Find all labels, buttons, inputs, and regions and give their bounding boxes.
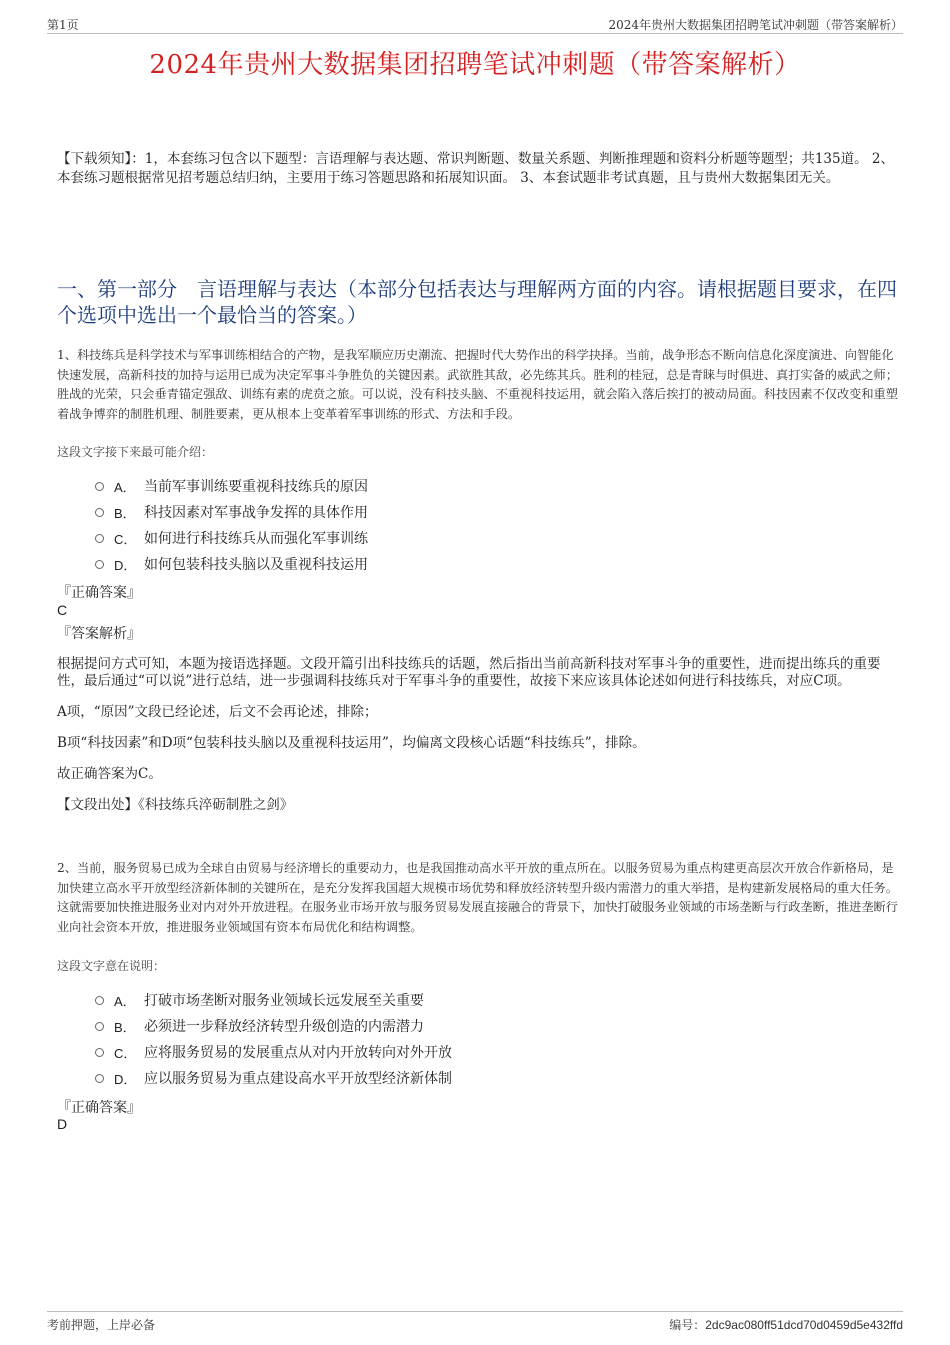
- page-footer: [47, 1311, 903, 1332]
- download-notice: 【下载须知】：1，本套练习包含以下题型：言语理解与表达题、常识判断题、数量关系题、判断推理题和资料分析题等题型；共135道。 2、本套练习题根据常见招考题总结归纳，主要用于练习答题思路和拓展知识面。 3、本套试题非考试真题，且与贵州大数据集团无关。: [57, 151, 894, 186]
- option-text: 应以服务贸易为重点建设高水平开放型经济新体制: [144, 1071, 452, 1087]
- option-letter: D．: [114, 1071, 137, 1087]
- question-1-answer-label: 『正确答案』: [57, 585, 141, 601]
- page-header: [47, 15, 903, 34]
- question-2-answer-label: 『正确答案』: [57, 1100, 141, 1116]
- radio-icon[interactable]: [95, 534, 104, 543]
- radio-icon[interactable]: [95, 560, 104, 569]
- question-1-answer: C: [57, 602, 68, 618]
- page-number: 第1页: [47, 18, 79, 32]
- question-2-option-b[interactable]: [95, 1013, 452, 1039]
- header-doc-title: 2024年贵州大数据集团招聘笔试冲刺题（带答案解析）: [608, 18, 903, 32]
- question-1-prompt: 这段文字接下来最可能介绍：: [57, 445, 214, 459]
- analysis-paragraph: 故正确答案为C。: [57, 766, 162, 782]
- question-1-analysis-label: 『答案解析』: [57, 626, 141, 642]
- option-text: 如何进行科技练兵从而强化军事训练: [144, 531, 368, 547]
- option-letter: B．: [114, 505, 136, 521]
- analysis-paragraph: 根据提问方式可知，本题为接语选择题。文段开篇引出科技练兵的话题，然后指出当前高新科技对军事斗争的重要性，进而提出练兵的重要性，最后通过“可以说”进行总结，进一步强调科技练兵对于军事斗争的重要性，故接下来应该具体论述如何进行科技练兵，对应C项。: [57, 656, 881, 689]
- option-text: 当前军事训练要重视科技练兵的原因: [144, 479, 368, 495]
- question-2-option-c[interactable]: [95, 1039, 452, 1065]
- option-letter: A．: [114, 993, 136, 1009]
- analysis-source: 【文段出处】《科技练兵淬砺制胜之剑》: [57, 797, 294, 813]
- question-2-prompt: 这段文字意在说明：: [57, 959, 166, 973]
- radio-icon[interactable]: [95, 996, 104, 1005]
- analysis-paragraph: A项，“原因”文段已经论述，后文不会再论述，排除；: [57, 704, 378, 720]
- radio-icon[interactable]: [95, 1048, 104, 1057]
- question-1-text: 1、科技练兵是科学技术与军事训练相结合的产物，是我军顺应历史潮流、把握时代大势作出的科学抉择。当前，战争形态不断向信息化深度演进、向智能化快速发展，高新科技的加持与运用已成为决定军事斗争胜负的关键因素。武欲胜其敌，必先练其兵。胜利的桂冠，总是青睐与时俱进、真打实备的威武之师；胜战的光荣，只会垂青锚定强敌、训练有素的虎贲之旅。可以说，没有科技头脑、不重视科技运用，就会陷入落后挨打的被动局面。科技因素不仅改变和重塑着战争博弈的制胜机理、制胜要素，更从根本上变革着军事训练的形式、方法和手段。: [57, 348, 898, 421]
- option-text: 打破市场垄断对服务业领域长远发展至关重要: [144, 993, 424, 1009]
- option-letter: C．: [114, 1045, 137, 1061]
- option-text: 必须进一步释放经济转型升级创造的内需潜力: [144, 1019, 424, 1035]
- analysis-paragraph: B项“科技因素”和D项“包装科技头脑以及重视科技运用”，均偏离文段核心话题“科技练兵”，排除。: [57, 735, 646, 751]
- question-1-option-b[interactable]: [95, 499, 368, 525]
- option-letter: C．: [114, 531, 137, 547]
- question-1-analysis: [57, 656, 887, 828]
- option-text: 应将服务贸易的发展重点从对内开放转向对外开放: [144, 1045, 452, 1061]
- question-2-option-d[interactable]: [95, 1065, 452, 1091]
- question-1-option-d[interactable]: [95, 551, 368, 577]
- question-2-option-a[interactable]: [95, 987, 452, 1013]
- question-2-answer: D: [57, 1116, 68, 1132]
- question-2-options: [95, 987, 452, 1091]
- radio-icon[interactable]: [95, 482, 104, 491]
- section-title: 一、第一部分 言语理解与表达（本部分包括表达与理解两方面的内容。请根据题目要求，在四个选项中选出一个最恰当的答案。）: [57, 277, 897, 327]
- footer-code-label: 编号：: [669, 1318, 706, 1332]
- radio-icon[interactable]: [95, 508, 104, 517]
- question-2-text: 2、当前，服务贸易已成为全球自由贸易与经济增长的重要动力，也是我国推动高水平开放的重点所在。以服务贸易为重点构建更高层次开放合作新格局，是加快建立高水平开放型经济新体制的关键所在，是充分发挥我国超大规模市场优势和释放经济转型升级内需潜力的重大举措，是构建新发展格局的重大任务。这就需要加快推进服务业对内对外开放进程。在服务业市场开放与服务贸易发展直接融合的背景下，加快打破服务业领域的市场垄断与行政垄断，推进垄断行业向社会资本开放，推进服务业领域国有资本布局优化和结构调整。: [57, 861, 898, 934]
- footer-code-value: 2dc9ac080ff51dcd70d0459d5e432ffd: [705, 1318, 903, 1332]
- radio-icon[interactable]: [95, 1022, 104, 1031]
- footer-code: [669, 1316, 903, 1333]
- question-1-option-a[interactable]: [95, 473, 368, 499]
- radio-icon[interactable]: [95, 1074, 104, 1083]
- question-1-options: [95, 473, 368, 577]
- footer-slogan: 考前押题，上岸必备: [47, 1318, 156, 1332]
- option-letter: B．: [114, 1019, 136, 1035]
- option-text: 如何包装科技头脑以及重视科技运用: [144, 557, 368, 573]
- document-title: 2024年贵州大数据集团招聘笔试冲刺题（带答案解析）: [149, 50, 801, 80]
- question-1-option-c[interactable]: [95, 525, 368, 551]
- option-letter: A．: [114, 479, 136, 495]
- option-letter: D．: [114, 557, 137, 573]
- option-text: 科技因素对军事战争发挥的具体作用: [144, 505, 368, 521]
